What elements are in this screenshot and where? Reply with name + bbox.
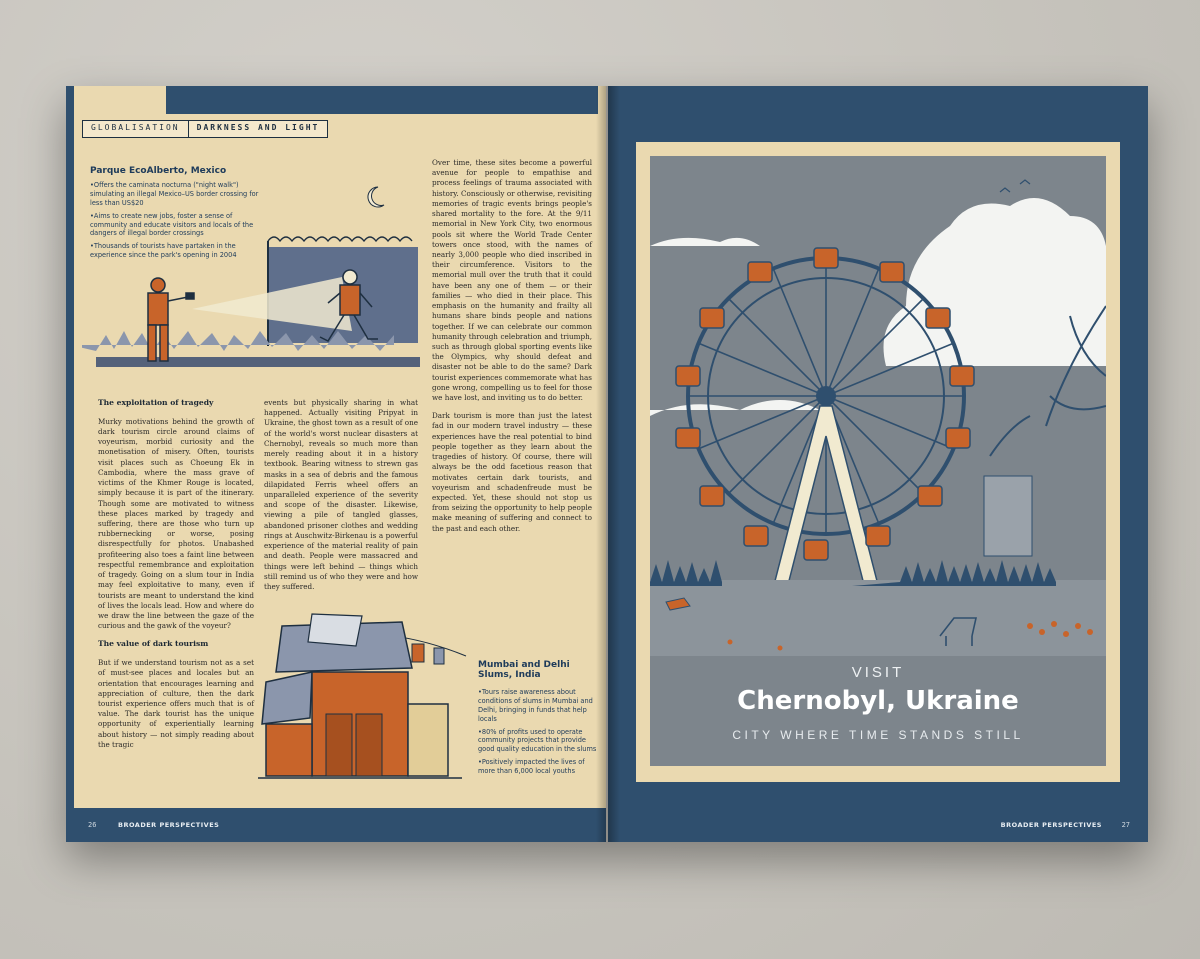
paragraph: Murky motivations behind the growth of dark tourism circle around claims of voyeurism, morbid curiosity and the monetisation of misery. Often, tourists visit places such as Choeung Ek in Cambodia, where the mass grave of victims of the Khmer Rouge is located, simply because it is part of the itinerary. Though some are motivated to witness these places marked by tragedy and suffering, there are those who turn up rubbernecking or worse, posing disrespectfully for photos. Unabashed profiteering also toes a faint line between respectful remembrance and exploitation of tragedy. Going on a slum tour in India may feel exploitative to many, even if tourists are meant to understand the kind of lives the locals lead. How and where do we draw the line between the gaze of the curious and the gawk of the voyeur?: [98, 416, 254, 631]
right-page: [608, 86, 1148, 842]
sidebar-title-india: Mumbai and Delhi Slums, India: [478, 660, 570, 680]
moon-icon: [368, 187, 384, 207]
list-item: • Tours raise awareness about conditions of slums in Mumbai and Delhi, bringing in funds that help locals: [478, 688, 600, 724]
list-item: • Aims to create new jobs, foster a sense of community and educate visitors and locals of the dangers of illegal border crossings: [90, 212, 260, 239]
section-tab: GLOBALISATION: [83, 121, 188, 137]
ferris-wheel-illustration: [650, 156, 1106, 656]
slum-illustration: [252, 606, 468, 796]
page-number-left: 26: [88, 821, 97, 829]
left-footer: [66, 808, 606, 842]
sidebar-title-mexico: Parque EcoAlberto, Mexico: [90, 166, 227, 176]
subheading-exploitation: The exploitation of tragedy: [98, 398, 214, 407]
section-header: [82, 120, 328, 138]
list-item: • Offers the caminata nocturna ("night walk") simulating an illegal Mexico–US border crossing for less than US$20: [90, 181, 260, 208]
list-item: • Thousands of tourists have partaken in the experience since the park's opening in 2004: [90, 242, 260, 260]
poster-city-title: Chernobyl, Ukraine: [737, 686, 1019, 716]
top-color-bar: [166, 86, 598, 114]
sidebar-list-india: [478, 688, 600, 780]
poster-frame: [636, 142, 1120, 782]
guide-figure: [148, 278, 194, 361]
poster-visit-label: VISIT: [851, 664, 905, 681]
article-column-2: [264, 398, 418, 600]
article-column-1: [98, 398, 254, 758]
subheading-value: The value of dark tourism: [98, 639, 209, 649]
paragraph: events but physically sharing in what happened. Actually visiting Pripyat in Ukraine, the ghost town as a result of one of the world's worst nuclear disasters at Chernobyl, reveals so much more than merely reading about it in a history textbook. Bearing witness to strewn gas masks in a sea of debris and the famous dilapidated Ferris wheel offers an unparalleled experience of the severity and scope of the disaster. Likewise, viewing a pile of tangled glasses, abandoned prisoner clothes and wedding rings at Auschwitz-Birkenau is a powerful experience of the material reality of pain and death. People were massacred and things were left behind — things which still remind us of who they were and how they suffered.: [264, 398, 418, 591]
page-number-right: 27: [1121, 821, 1130, 829]
border-crossing-illustration: [82, 181, 422, 381]
left-page: [66, 86, 606, 842]
article-column-3: [432, 158, 592, 542]
list-item: • 80% of profits used to operate community projects that provide good quality education in the slums: [478, 728, 600, 755]
magazine-spread: [66, 86, 1148, 842]
paragraph: But if we understand tourism not as a set of must-see places and locales but an orientation that encourages learning and appreciation of culture, then the dark tourist experience offers much that is of value. The dark tourist has the unique opportunity of experientially learning about history — not simply reading about the tragic: [98, 658, 254, 749]
paragraph: Over time, these sites become a powerful avenue for people to empathise and process feelings of trauma associated with history. Consciously or otherwise, revisiting memories of tragic events brings people's shared mortality to the fore. At the 9/11 memorial in New York City, two enormous pools sit where the World Trade Center towers once stood, with the names of nearly 3,000 people who died inscribed in their circumference. Visitors to the memorial mull over the truth that it could have been any one of them — or their families — who died in their place. This emphasis on the humanity and frailty all humans share binds people and nations together. If we can celebrate our common humanity through celebration and triumph, such as through global sporting events like the Olympics, why should defeat and disaster not be able to do the same? Dark tourist experiences commemorate what has gone wrong, compelling us to feel for those we have lost, and inviting us to do better.: [432, 158, 592, 403]
right-footer: [608, 808, 1148, 842]
title-tab: DARKNESS AND LIGHT: [188, 121, 328, 137]
poster-tagline: CITY WHERE TIME STANDS STILL: [732, 728, 1024, 742]
list-item: • Positively impacted the lives of more than 6,000 local youths: [478, 758, 600, 776]
chernobyl-poster: [650, 156, 1106, 766]
footer-label-right: BROADER PERSPECTIVES: [1000, 821, 1102, 829]
footer-label-left: BROADER PERSPECTIVES: [118, 821, 220, 829]
paragraph: Dark tourism is more than just the latest fad in our modern travel industry — these experiences have the real potential to bind people together as they learn about the tragedies of history. Of course, there will always be the odd facetious reason that motivates certain dark tourists, and voyeurism and schadenfreude must be expected. Yet, these should not stop us from seizing the opportunity to help people make meaning of suffering and connect to the past and each other.: [432, 411, 592, 533]
